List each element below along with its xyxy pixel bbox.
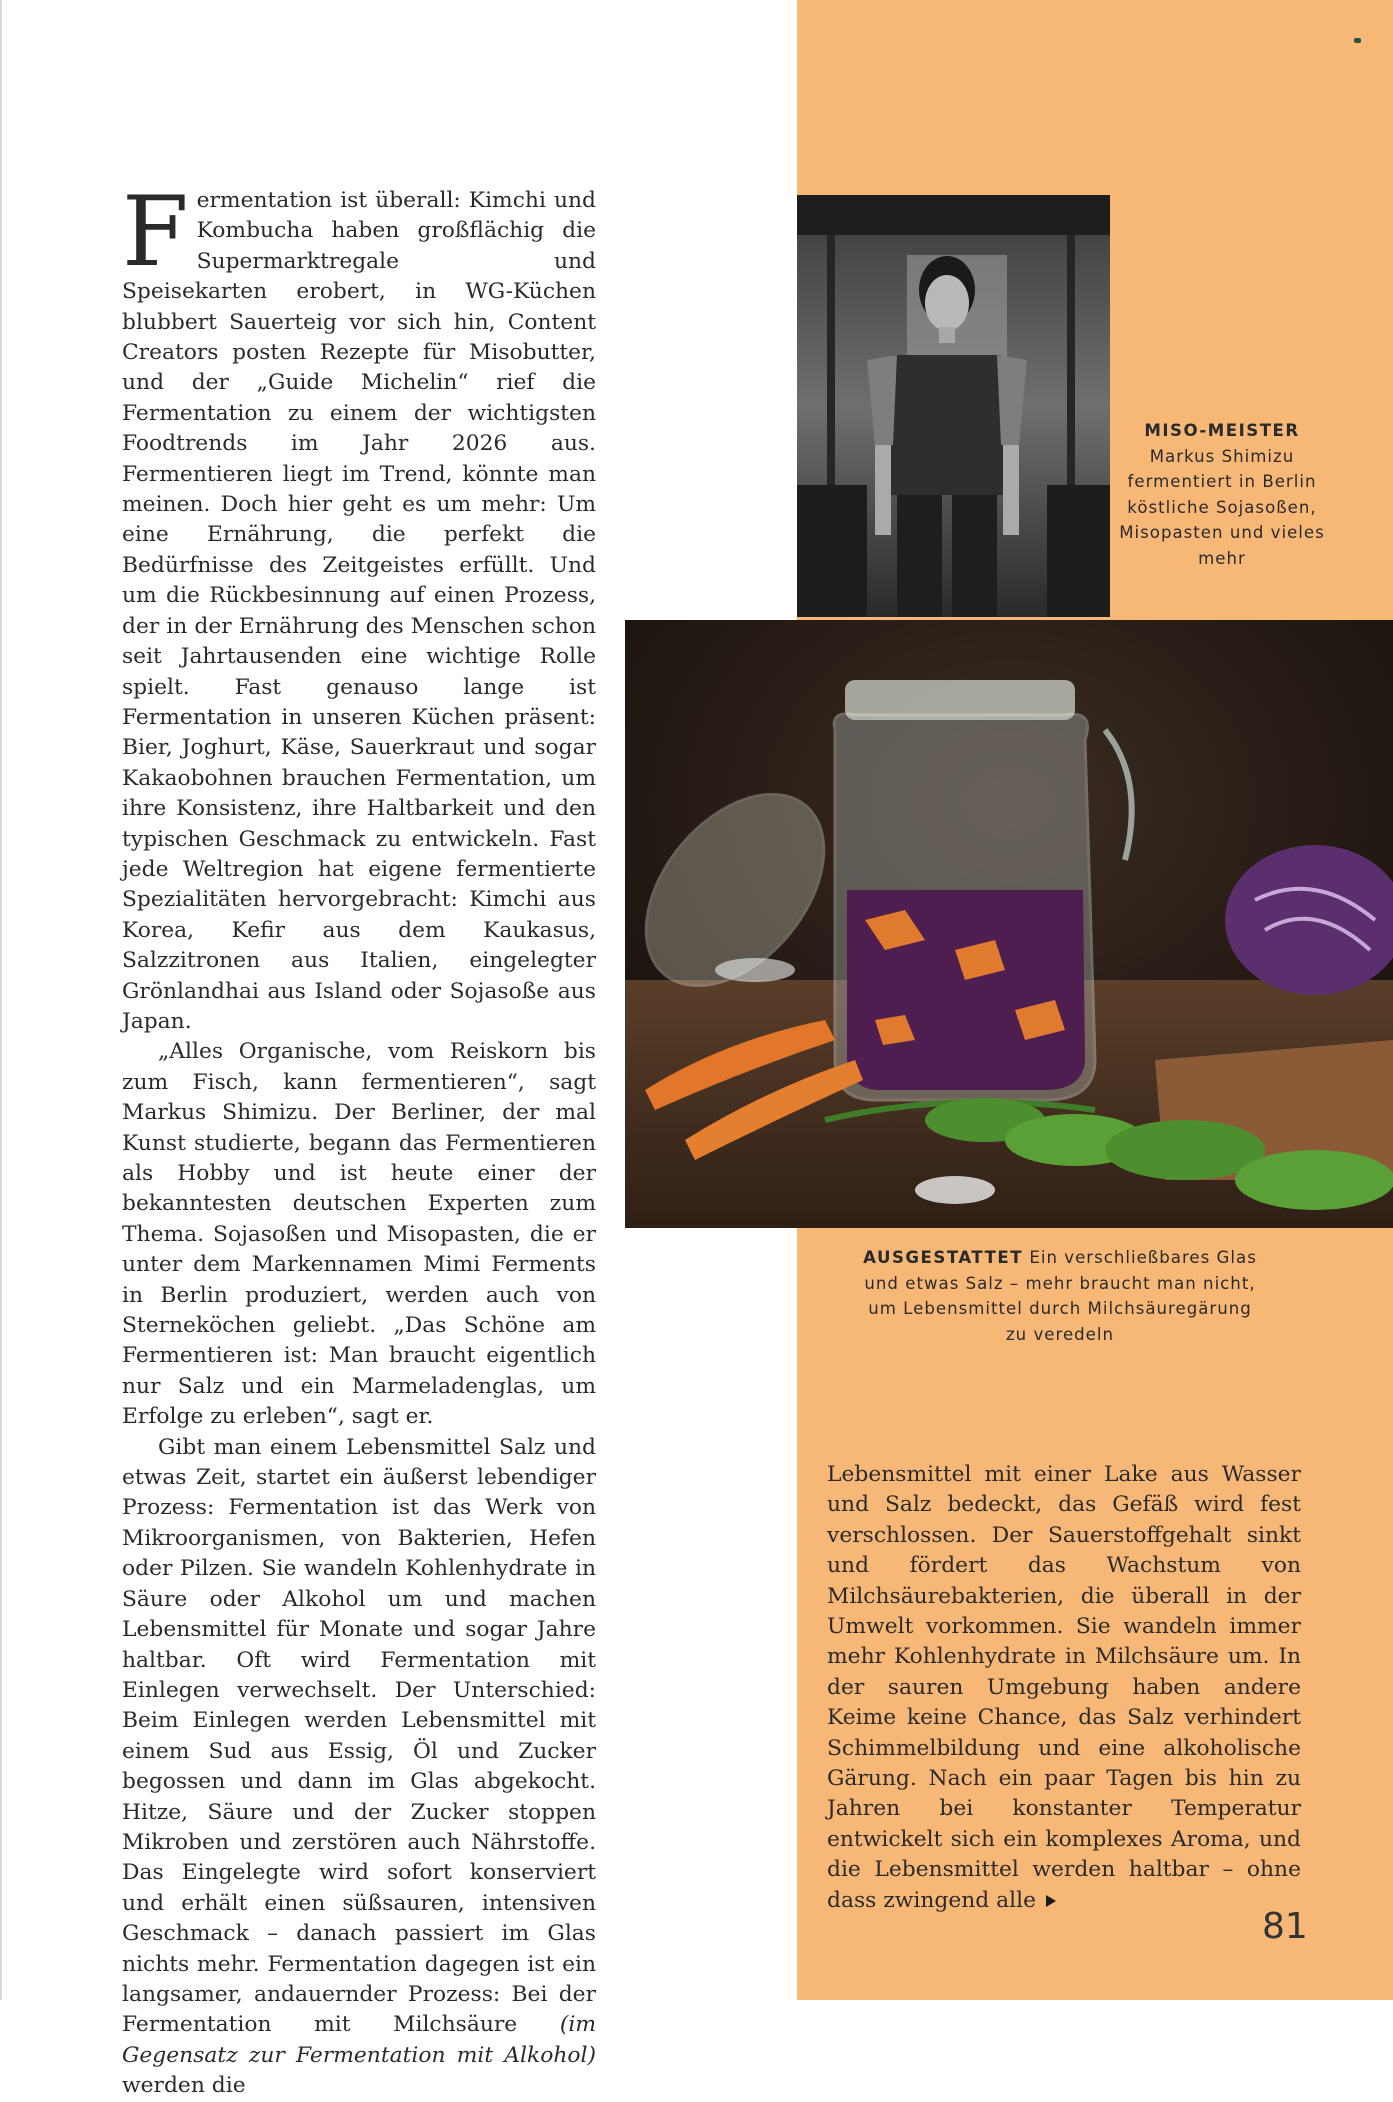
paragraph-continued [827,1460,1301,1916]
portrait-caption-label: MISO-MEISTER [1144,421,1300,440]
jar-caption-text: Ein verschließbares Glas und etwas Salz – mehr braucht man nicht, um Lebensmittel durch Milchsäuregärung zu veredeln [864,1248,1257,1344]
drop-cap: F [122,176,189,288]
paragraph-process-end: werden die [122,2073,246,2099]
portrait-caption [1112,418,1332,571]
page-number: 81 [1262,1906,1308,1947]
portrait-caption-text: Markus Shimizu fermentiert in Berlin köstliche Sojasoßen, Misopasten und vieles mehr [1119,446,1325,568]
portrait-illustration [797,195,1110,617]
jar-caption-label: AUSGESTATTET [863,1248,1024,1267]
corner-mark [1354,38,1361,43]
paragraph-process [122,1433,596,2102]
paragraph-quote: „Alles Organische, vom Reiskorn bis zum Fisch, kann fermentieren“, sagt Markus Shimizu. Der Berliner, der mal Kunst studierte, begann das Fermentieren als Hobby und ist heute einer der bekanntesten deutschen Experten zum Thema. Sojasoßen und Misopasten, die er unter dem Markennamen Mimi Ferments in Berlin produziert, werden auch von Sterneköchen geliebt. „Das Schöne am Fermentieren ist: Man braucht eigentlich nur Salz und ein Marmeladenglas, um Erfolge zu erleben“, sagt er. [122,1039,596,1430]
portrait-photo [797,195,1110,617]
paragraph-intro-text: ermentation ist überall: Kimchi und Kombucha haben großflächig die Supermarktregale und Speisekarten erobert, in WG-Küchen blubbert Sauerteig vor sich hin, Content Creators posten Rezepte für Misobutter, und der „Guide Michelin“ rief die Fermentation zu einem der wichtigsten Foodtrends im Jahr 2026 aus. Fermentieren liegt im Trend, könnte man meinen. Doch hier geht es um mehr: Um eine Ernährung, die perfekt die Bedürfnisse des Zeitgeistes erfüllt. Und um die Rückbesinnung auf einen Prozess, der in der Ernährung des Menschen schon seit Jahrtausenden eine wichtige Rolle spielt. Fast genauso lange ist Fermentation in unseren Küchen präsent: Bier, Joghurt, Käse, Sauerkraut und sogar Kakaobohnen brauchen Fermentation, um ihre Konsistenz, ihre Haltbarkeit und den typischen Geschmack zu entwickeln. Fast jede Weltregion hat eigene fermentierte Spezialitäten hervorgebracht: Kimchi aus Korea, Kefir aus dem Kaukasus, Salzzitronen aus Italien, eingelegter Grönlandhai aus Island oder Sojasoße aus Japan. [122,188,596,1034]
continue-arrow-icon [1046,1895,1056,1907]
article-column-right [827,1460,1301,1916]
jar-caption [860,1245,1260,1347]
jar-illustration [625,620,1393,1228]
paragraph-continued-text: Lebensmittel mit einer Lake aus Wasser und Salz bedeckt, das Gefäß wird fest verschlossen. Der Sauerstoffgehalt sinkt und fördert das Wachstum von Milchsäurebakterien, die überall in der Umwelt vorkommen. Sie wandeln immer mehr Kohlenhydrate in Milchsäure um. In der sauren Umgebung haben andere Keime keine Chance, das Salz verhindert Schimmelbildung und eine alkoholische Gärung. Nach ein paar Tagen bis hin zu Jahren bei konstanter Temperatur entwickelt sich ein komplexes Aroma, und die Lebensmittel werden haltbar – ohne dass zwingend alle [827,1462,1301,1913]
page-edge-rule [0,0,2,2000]
paragraph-process-italic: (im Gegensatz zur Fermentation mit Alkohol) [122,2012,596,2068]
jar-photo [625,620,1393,1228]
paragraph-process-text: Gibt man einem Lebensmittel Salz und etwas Zeit, startet ein äußerst lebendiger Prozess: Fermentation ist das Werk von Mikroorganismen, von Bakterien, Hefen oder Pilzen. Sie wandeln Kohlenhydrate in Säure oder Alkohol um und machen Lebensmittel für Monate und sogar Jahre haltbar. Oft wird Fermentation mit Einlegen verwechselt. Der Unterschied: Beim Einlegen werden Lebensmittel mit einem Sud aus Essig, Öl und Zucker begossen und dann im Glas abgekocht. Hitze, Säure und der Zucker stoppen Mikroben und zerstören auch Nährstoffe. Das Eingelegte wird sofort konserviert und erhält einen süßsauren, intensiven Geschmack – danach passiert im Glas nichts mehr. Fermentation dagegen ist ein langsamer, andauernder Prozess: Bei der Fermentation mit Milchsäure [122,1434,596,2038]
paragraph-intro [122,176,596,1037]
article-column-left [122,176,596,2102]
